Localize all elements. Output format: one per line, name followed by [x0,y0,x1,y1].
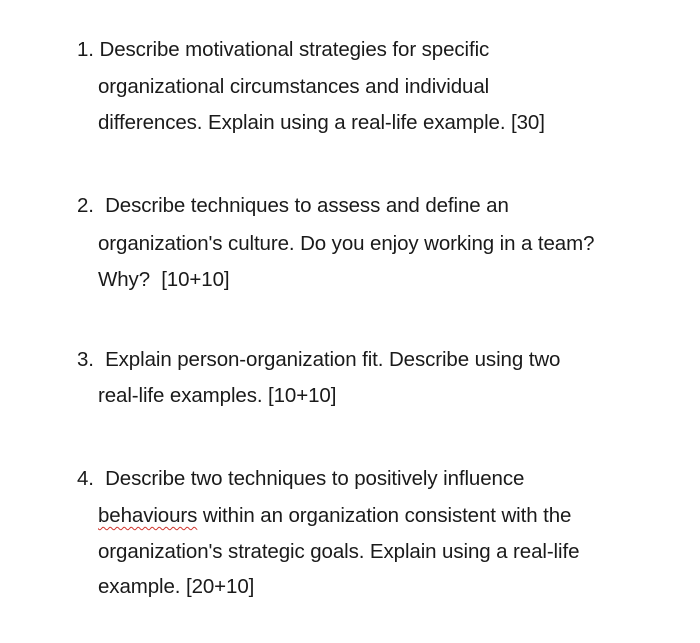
question-2-line-3: Why? [10+10] [98,268,230,291]
question-2-line-2: organization's culture. Do you enjoy working in a team? [98,232,595,255]
question-4-line-4: example. [20+10] [98,575,255,598]
question-1-line-1: 1. Describe motivational strategies for specific [77,38,490,61]
question-3-line-2: real-life examples. [10+10] [98,384,337,407]
question-1-line-3: differences. Explain using a real-life example. [30] [98,111,545,134]
question-1-line-2: organizational circumstances and individual [98,75,490,98]
misspelled-word[interactable]: behaviours [98,504,198,527]
question-4-line-2-rest: within an organization consistent with the [197,504,572,527]
question-4-line-1: 4. Describe two techniques to positively influence [77,467,525,490]
question-2-line-1: 2. Describe techniques to assess and define an [77,194,509,217]
question-4-line-2 [98,504,571,528]
question-3-line-1: 3. Explain person-organization fit. Describe using two [77,348,561,371]
question-4-line-3: organization's strategic goals. Explain using a real-life [98,540,580,563]
